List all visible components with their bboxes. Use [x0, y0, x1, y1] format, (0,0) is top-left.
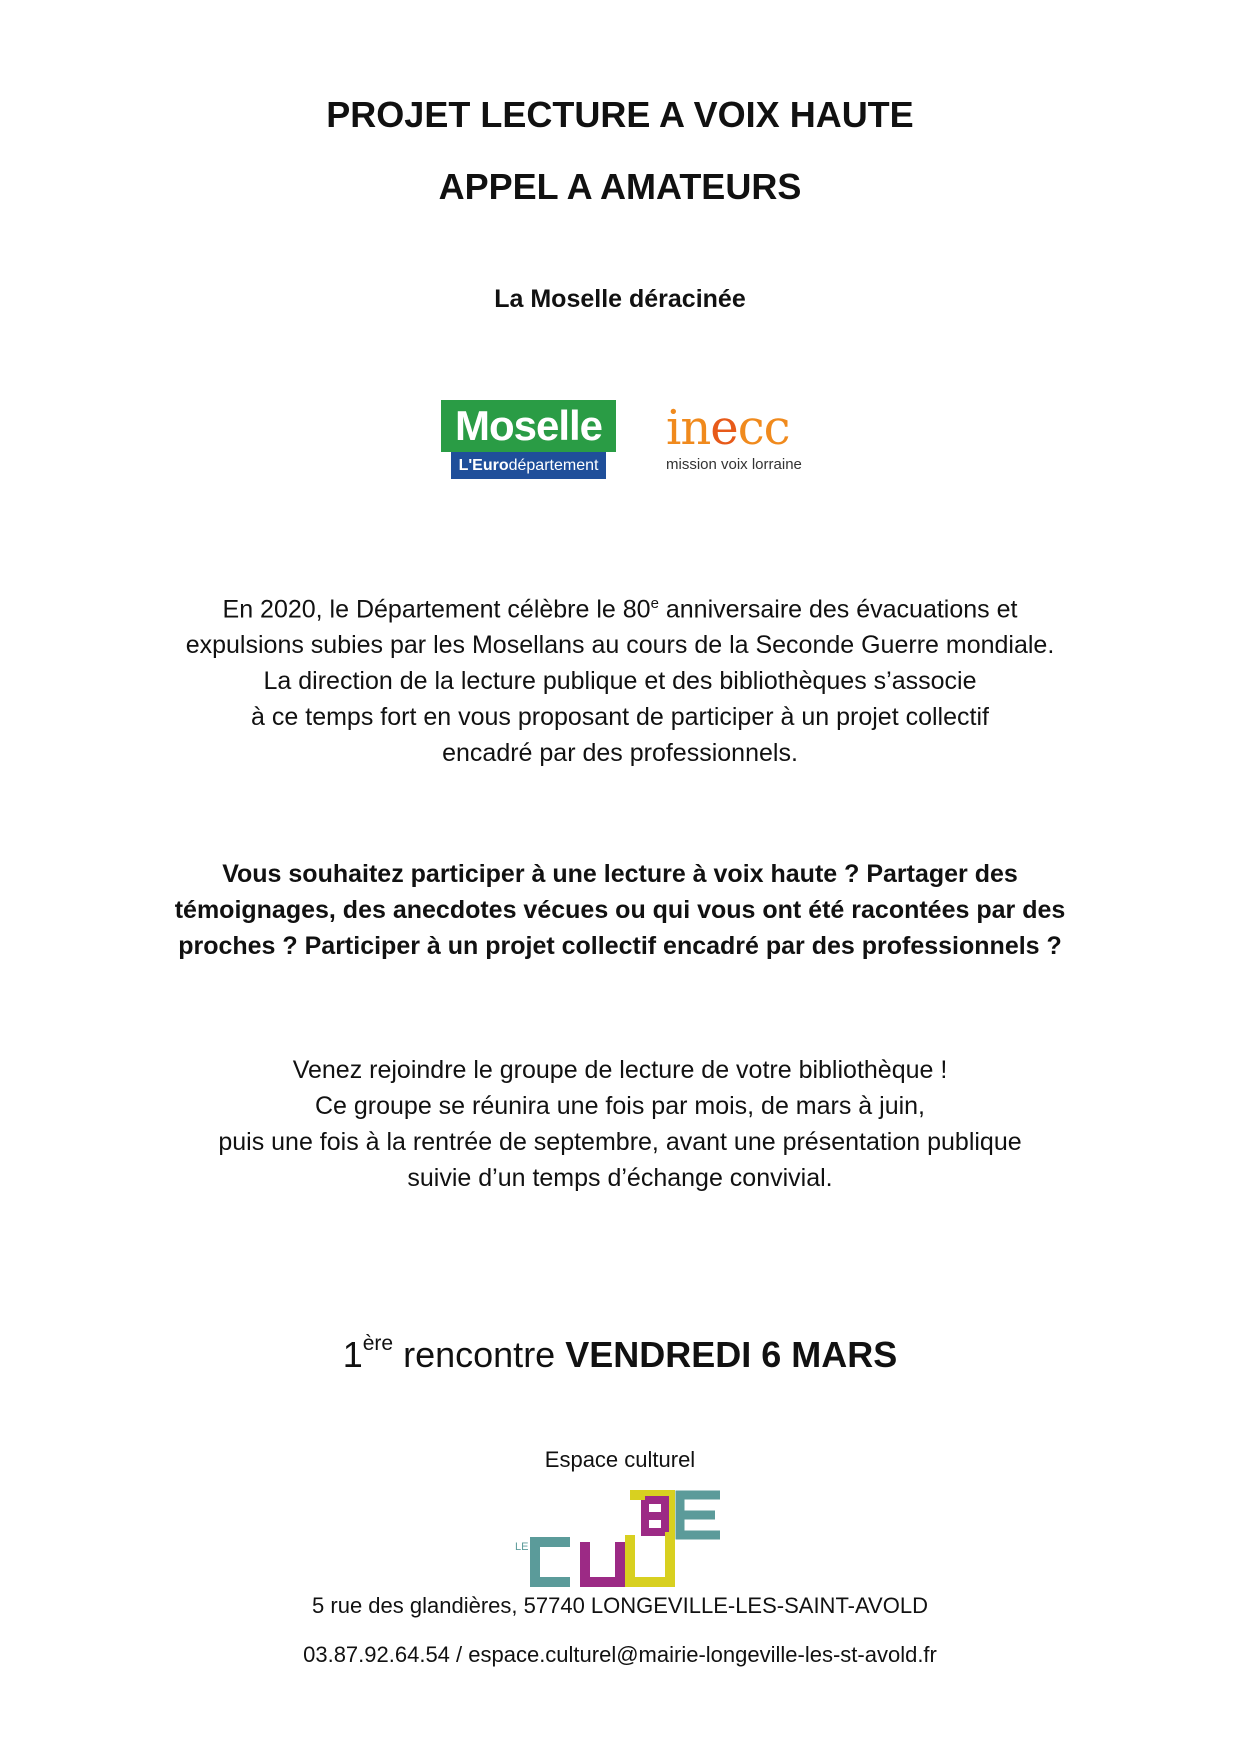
intro-line-1-sup: e [650, 595, 659, 612]
moselle-logo-word: Moselle [441, 400, 616, 452]
title-line-1: PROJET LECTURE A VOIX HAUTE [326, 94, 914, 135]
questions-paragraph [0, 856, 1240, 964]
invitation-line-4: suivie d’un temps d’échange convivial. [407, 1164, 833, 1192]
venue-contact[interactable]: 03.87.92.64.54 / espace.culturel@mairie-longeville-les-st-avold.fr [303, 1642, 937, 1667]
title-line-2: APPEL A AMATEURS [438, 166, 802, 207]
inecc-logo-word [666, 400, 789, 456]
invitation-line-3: puis une fois à la rentrée de septembre, avant une présentation publique [218, 1128, 1022, 1156]
meeting-word: rencontre [393, 1334, 566, 1375]
inecc-logo-tagline: mission voix lorraine [666, 456, 802, 473]
inecc-letter-i: i [666, 400, 681, 456]
meeting-date: VENDREDI 6 MARS [565, 1334, 898, 1375]
intro-line-3: La direction de la lecture publique et des bibliothèques s’associe [263, 667, 977, 696]
cube-letter-c [535, 1542, 570, 1582]
inecc-letters-cc: cc [737, 400, 790, 456]
moselle-logo-tag-rest: département [508, 457, 599, 474]
venue-address: 5 rue des glandières, 57740 LONGEVILLE-LES-SAINT-AVOLD [312, 1593, 928, 1618]
cube-letter-e [680, 1495, 720, 1535]
venue-label: Espace culturel [544, 1447, 696, 1472]
invitation-line-2: Ce groupe se réunira une fois par mois, de mars à juin, [314, 1092, 926, 1120]
moselle-logo-tagline [451, 452, 606, 479]
subtitle: La Moselle déracinée [494, 285, 746, 313]
inecc-logo [660, 400, 820, 480]
invitation-paragraph [0, 1052, 1240, 1196]
intro-line-1 [0, 586, 1240, 627]
moselle-logo-tag-bold: L'Euro [458, 457, 509, 474]
invitation-line-1: Venez rejoindre le groupe de lecture de votre bibliothèque ! [292, 1056, 948, 1084]
le-cube-logo [515, 1490, 730, 1590]
inecc-letter-n: n [680, 400, 711, 456]
cube-letter-b [645, 1500, 665, 1532]
questions-line-2: témoignages, des anecdotes vécues ou qui vous ont été racontées par des [174, 896, 1066, 924]
intro-line-5: encadré par des professionnels. [442, 739, 798, 768]
intro-line-2: expulsions subies par les Mosellans au cours de la Seconde Guerre mondiale. [185, 631, 1055, 660]
questions-line-3: proches ? Participer à un projet collectif encadré par des professionnels ? [178, 932, 1062, 960]
intro-paragraph [0, 586, 1240, 771]
cube-letter-u [585, 1542, 620, 1582]
le-cube-logo-prefix: LE [515, 1541, 529, 1553]
intro-line-1-a: En 2020, le Département célèbre le 80 [222, 595, 651, 624]
meeting-number: 1 [342, 1334, 363, 1375]
inecc-letter-e: e [710, 400, 738, 456]
meeting-ordinal: ère [362, 1332, 394, 1355]
moselle-logo [441, 400, 616, 482]
intro-line-4: à ce temps fort en vous proposant de participer à un projet collectif [251, 703, 989, 732]
questions-line-1: Vous souhaitez participer à une lecture à voix haute ? Partager des [222, 860, 1018, 888]
meeting-announcement [0, 1334, 1240, 1376]
intro-line-1-b: anniversaire des évacuations et [658, 595, 1018, 624]
